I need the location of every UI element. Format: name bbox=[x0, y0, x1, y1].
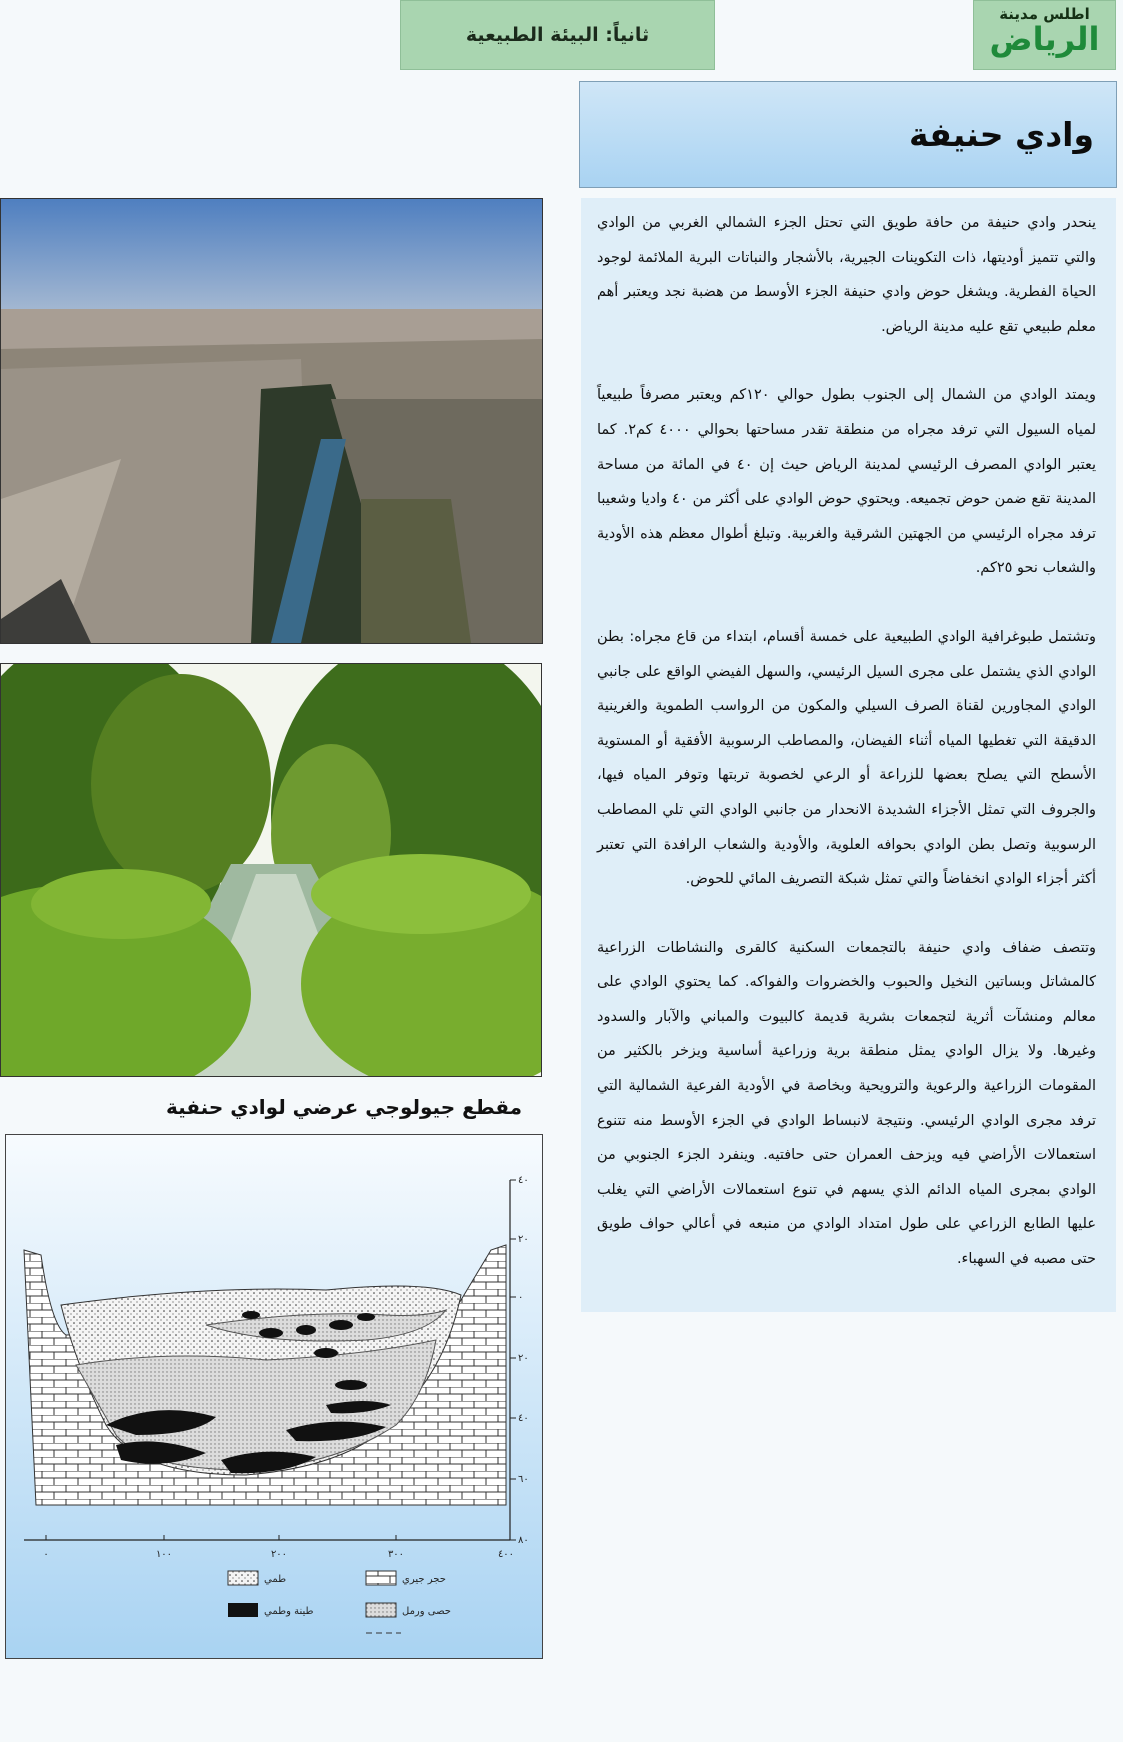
logo-line1: اطلس مدينة bbox=[999, 5, 1090, 23]
geological-section-diagram bbox=[5, 1134, 543, 1659]
y-tick: ٤٠ bbox=[518, 1175, 529, 1186]
section-title bbox=[400, 0, 715, 70]
legend-gravel-sand: حصى ورمل bbox=[402, 1606, 451, 1617]
legend-silt: طمي bbox=[264, 1574, 287, 1585]
y-tick: ٢٠ bbox=[518, 1353, 529, 1364]
paragraph: وتشتمل طبوغرافية الوادي الطبيعية على خمسة أقسام، ابتداء من قاع مجراه: بطن الوادي الذي يشتمل على مجرى السيل الرئيسي، والسهل الفيضي الواقع على جانبي الوادي المجاورين لقناة الصرف السيلي والمكون من الرواسب الطموية والغرينية الدقيقة التي تغطيها المياه أثناء الفيضان، والمصاطب الرسوبية الأفقية أو المستوية الأسطح التي يصلح بعضها للزراعة أو الرعي لخصوبة تربتها وتوفر المياه فيها، والجروف التي تمثل الأجزاء الشديدة الانحدار من جانبي الوادي التي تلي المصاطب الرسوبية وتصل بطن الوادي بحوافه العلوية، والأودية والشعاب الرافدة التي تعتبر أكثر أجزاء الوادي انخفاضاً والتي تمثل شبكة التصريف المائي للحوض. bbox=[597, 628, 1096, 888]
article-title-box bbox=[579, 81, 1117, 188]
paragraph: ينحدر وادي حنيفة من حافة طويق التي تحتل الجزء الشمالي الغربي من الوادي والتي تتميز أوديتها، ذات التكوينات الجيرية، بالأشجار والنباتات البرية الملائمة لوجود الحياة الفطرية. ويشغل حوض وادي حنيفة الجزء الأوسط من هضبة نجد ويعتبر أهم معلم طبيعي تقع عليه مدينة الرياض. bbox=[597, 215, 1096, 335]
x-tick: ٠ bbox=[43, 1549, 49, 1560]
y-tick: ٦٠ bbox=[518, 1474, 529, 1485]
y-tick: ٠ bbox=[518, 1292, 524, 1303]
y-tick: ٢٠ bbox=[518, 1234, 529, 1245]
x-tick: ٢٠٠ bbox=[270, 1549, 288, 1560]
stream-vegetation-photo bbox=[0, 663, 542, 1077]
paragraph: وتتصف ضفاف وادي حنيفة بالتجمعات السكنية كالقرى والنشاطات الزراعية كالمشاتل وبساتين النخيل والحبوب والخضروات والفواكه. كما يحتوي الوادي على معالم ومنشآت أثرية لتجمعات بشرية قديمة كالبيوت والمباني والآبار والسدود وغيرها. ولا يزال الوادي يمثل منطقة برية وزراعية أساسية ويزخر بالكثير من المقومات الزراعية والرعوية والترويحية وبخاصة في الأودية الفرعية الشمالية التي ترفد مجرى الوادي الرئيسي. ونتيجة لانبساط الوادي في الجزء الأوسط منه تتنوع استعمالات الأراضي فيه ويزحف العمران حتى حافتيه. وينفرد الجزء الجنوبي من الوادي بمجرى المياه الدائم الذي يسهم في تنوع استعمالات الأراضي التي يغلب عليها الطابع الزراعي على طول امتداد الوادي من منبعه في أعالي حواف طويق حتى مصبه في السهباء. bbox=[597, 939, 1096, 1268]
x-tick: ٣٠٠ bbox=[387, 1549, 405, 1560]
y-axis-ticks bbox=[510, 1180, 516, 1540]
diagram-title: مقطع جيولوجي عرضي لوادي حنفية bbox=[165, 1095, 522, 1119]
legend-clay-silt: طينة وطمي bbox=[264, 1606, 314, 1617]
paragraph: ويمتد الوادي من الشمال إلى الجنوب بطول حوالي ١٢٠كم ويعتبر مصرفاً طبيعياً لمياه السيول التي ترفد مجراه من منطقة تقدر مساحتها بحوالي ٤٠٠٠ كم٢. كما يعتبر الوادي المصرف الرئيسي لمدينة الرياض حيث إن ٤٠ في المائة من مساحة المدينة تقع ضمن حوض تجميعه. ويحتوي حوض الوادي على أكثر من ٤٠ واديا وشعيبا ترفد مجراه الرئيسي من الجهتين الشرقية والغربية. وتبلغ أطوال معظم هذه الأودية والشعاب نحو ٢٥كم. bbox=[597, 387, 1096, 577]
article-body bbox=[581, 198, 1116, 1312]
x-tick: ٤٠٠ bbox=[497, 1549, 515, 1560]
article-title: وادي حنيفة bbox=[909, 115, 1094, 154]
y-tick: ٤٠ bbox=[518, 1413, 529, 1424]
logo-line2: الرياض bbox=[989, 20, 1100, 58]
section-title-text: ثانياً: البيئة الطبيعية bbox=[465, 24, 650, 46]
x-tick: ١٠٠ bbox=[155, 1549, 173, 1560]
y-tick: ٨٠ bbox=[518, 1535, 529, 1546]
atlas-logo bbox=[973, 0, 1116, 70]
legend-limestone: حجر جيري bbox=[402, 1574, 446, 1585]
aerial-valley-photo bbox=[0, 198, 543, 644]
